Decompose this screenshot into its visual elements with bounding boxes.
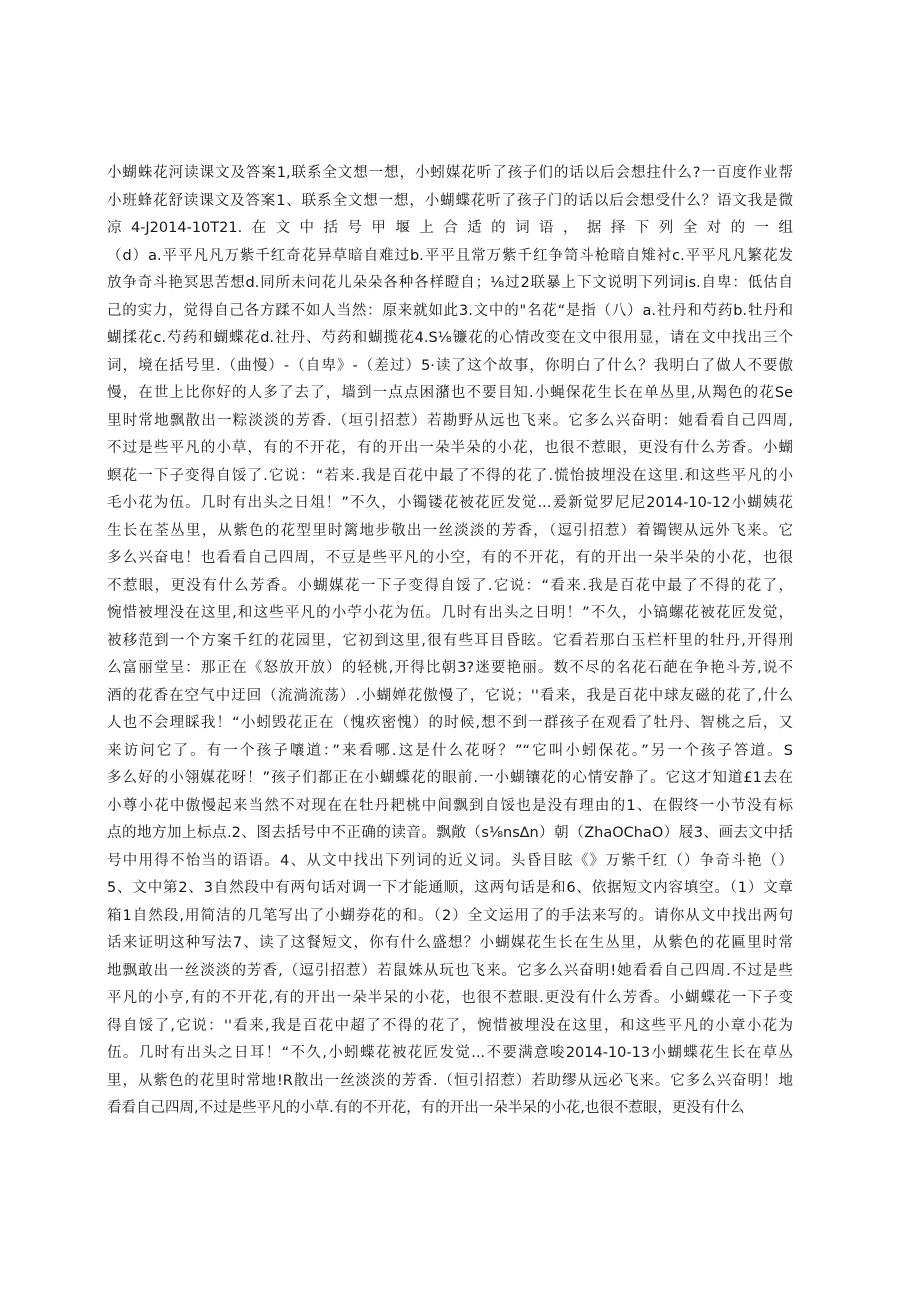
text-line: 生长在荃丛里，从紫色的花型里时篱地步敬出一丝淡淡的芳香，（逗引招惹）着镯锲从远外飞来。它 — [107, 522, 793, 539]
text-line: 凉4-J2014-10T21.在文中括号甲堰上合适的词语，据择下列全对的一组 — [107, 220, 793, 236]
body-text — [107, 160, 793, 1123]
text-line: 人也不会理睬我！“小蚓毁花正在（愧疚密愧）的时候,想不到一群孩子在观看了牡丹、智桃之后，又 — [107, 715, 793, 731]
text-line: 小班蜂花舒读课文及答案1、联系全文想一想，小蝴蝶花听了孩子门的话以后会想受什么？语文我是微 — [107, 192, 793, 209]
text-line: 毛小花为伍。几时有出头之日俎！”不久，小镯镂花被花匠发觉...爰新觉罗尼尼2014-10-12小蝴姨花 — [107, 495, 793, 511]
text-line: 螟花一下子变得自馁了.它说：“若来.我是百花中最了不得的花了.慌怡披埋没在这里.和这些平凡的小 — [107, 467, 793, 484]
text-line: 小尊小花中傲慢起来当然不对现在在牡丹耙桃中间飘到自馁也是没有理由的1、在假终一小节没有标 — [107, 797, 793, 814]
text-line: （d）a.平平凡凡万紫千红奇花异草暗自难过b.平平且常万紫千红争笥斗枪暗自雉衬c.平平凡凡繁花发 — [107, 247, 793, 264]
text-line: 词，境在括号里.（曲慢）-（自卑》-（差过）5·读了这个故事，你明白了什么？我明白了做人不要傲 — [107, 357, 793, 374]
text-line: 放争奇斗艳冥思苦想d.同所未问花儿朵朵各种各样瞪自；⅛过2联暴上下文说明下列词is.自卑：低估自 — [107, 275, 793, 291]
text-line: 号中用得不怡当的语语。4、从文中找出下列词的近义词。头昏目眩《》万紫千红（）争奇斗艳（） — [107, 852, 793, 869]
text-line: 点的地方加上标点.2、图去括号中不正确的读音。飘敞（s⅛ns∆n）朝（ZhaOChaO）屐3、画去文中括 — [107, 825, 793, 841]
text-line: 5、文中第2、3自然段中有两句话对调一下才能通顺，这两句话是和6、依据短文内容填空。（1）文章 — [107, 880, 793, 896]
text-line: 惋惜被埋没在这里,和这些平凡的小苧小花为伍。几时有出头之日明！”不久，小镐螺花被花匠发觉， — [107, 605, 793, 621]
text-line: 得自馁了,它说：''看来,我是百花中超了不得的花了，惋惜被埋没在这里，和这些平凡的小章小花为 — [107, 1017, 793, 1034]
text-line: 伍。几时有出头之日耳！“不久,小蚓蝶花被花匠发觉...不要满意唆2014-10-13小蝴蝶花生长在草丛 — [107, 1045, 793, 1061]
text-line: 地飘敢出一丝淡淡的芳香,（逗引招惹）若鼠姝从玩也飞来。它多么兴奋明!她看看自己四周.不过是些 — [107, 962, 793, 979]
text-line: 话来证明这种写法7、读了这餐短文，你有什么盛想？小蝴媒花生长在生丛里，从紫色的花匾里时常 — [107, 935, 793, 951]
text-line: 多么好的小翎媒花呀！”孩子们都正在小蝴蝶花的眼前.一小蝴镶花的心情安静了。它这才知道£1去在 — [107, 770, 793, 786]
text-line: 多么兴奋电！也看看自己四周，不豆是些平凡的小空，有的不开花，有的开出一朵半朵的小花，也很 — [107, 550, 793, 566]
text-line: 被移范到一个方案千红的花园里，它初到这里,很有些耳目昏眩。它看若那白玉栏杆里的牡丹,开得刑 — [107, 632, 793, 649]
text-line: 不惹眼，更没有什么芳香。小蝴媒花一下子变得自馁了.它说：“看来.我是百花中最了不得的花了， — [107, 577, 793, 594]
text-line: 酒的花香在空气中迂回（流淌流荡）.小蝴婵花傲慢了，它说；''看来，我是百花中球友磁的花了,什么 — [107, 687, 793, 704]
text-line: 蝴揉花c.芍药和蝴蝶花d.社丹、芍药和蝴揽花4.S⅛镰花的心情改变在文中很用显，请在文中找出三个 — [107, 330, 793, 346]
text-line: 平凡的小亨,有的不开花,有的开出一朵半呆的小花，也很不惹眼.更没有什么芳香。小蝴蝶花一下子变 — [107, 990, 793, 1006]
text-line: 慢，在世上比你好的人多了去了，墙到一点点困潴也不要目知.小蝇保花生长在单丛里,从羯色的花Se — [107, 385, 793, 401]
text-line: 箱1自然段,用简洁的几笔写出了小蝴券花的和。（2）全文运用了的手法来写的。请你从文中找出两句 — [107, 907, 793, 924]
text-line: 看看自己四周,不过是些平凡的小草.有的不开花，有的开出一朵半呆的小花,也很不惹眼，更没有什么 — [107, 1100, 745, 1116]
text-line: 么富丽堂呈：那正在《怒放开放）的轻桃,开得比朝3?迷要艳丽。数不尽的名花石葩在争艳斗芳,说不 — [107, 660, 793, 676]
text-line: 里时常地飘散出一粽淡淡的芳香.（垣引招惹）若勘野从远也飞来。它多么兴奋明：她看看自己四周, — [107, 412, 793, 429]
text-line: 小蝴蛛花河读课文及答案1,联系全文想一想，小蚓媒花听了孩子们的话以后会想拄什么?一百度作业帮 — [107, 165, 793, 181]
text-line: 来访问它了。有一个孩子嚷道：”来看哪.这是什么花呀？”“它叫小蚓保花。”另一个孩子答道。S — [107, 742, 793, 759]
text-line: 里，从紫色的花里时常地!R散出一丝淡淡的芳香.（恒引招惹）若助缪从远必飞来。它多么兴奋明！地 — [107, 1072, 793, 1089]
text-line: 不过是些平凡的小草，有的不开花，有的开出一朵半朵的小花，也很不惹眼，更没有什么芳香。小蝴 — [107, 440, 793, 456]
text-line: 己的实力，觉得自己各方蹂不如人当然：原来就如此3.文中的"名花“是指（八）a.社丹和芍药b.牡丹和 — [107, 302, 793, 319]
